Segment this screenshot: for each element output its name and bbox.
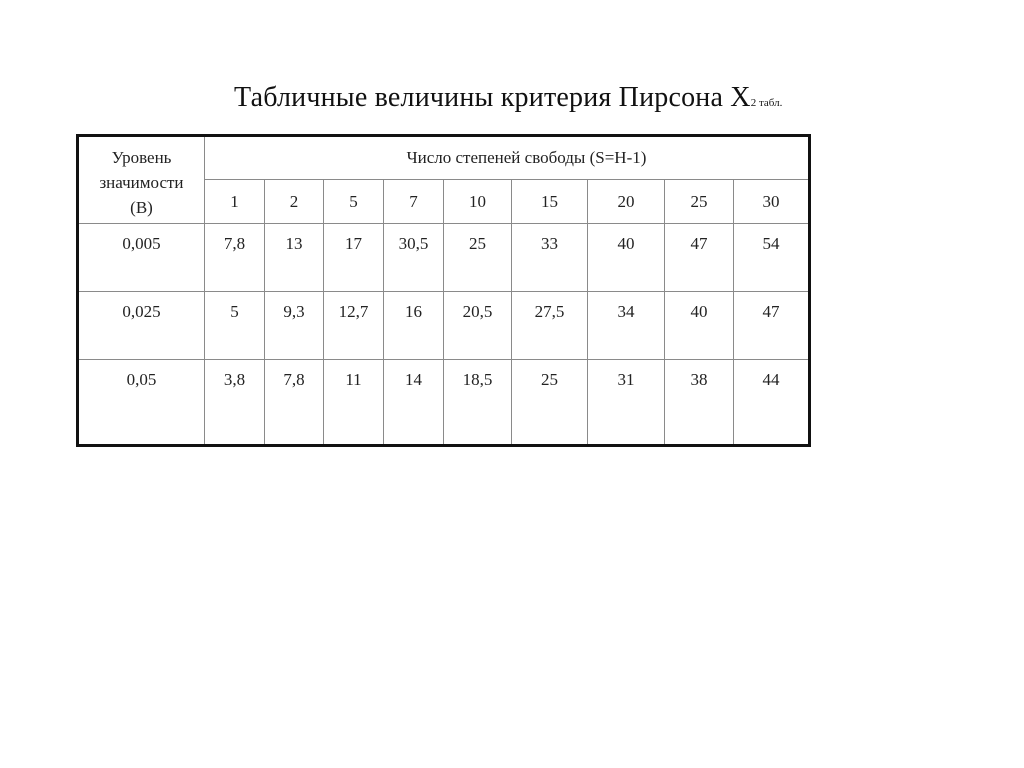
dof-cell: 10 bbox=[444, 180, 512, 224]
document-title bbox=[234, 82, 782, 114]
level-header-line: Уровень bbox=[111, 148, 172, 167]
degrees-of-freedom-header: Число степеней свободы (S=Н-1) bbox=[205, 136, 810, 180]
title-main-text: Табличные величины критерия Пирсона Х bbox=[234, 82, 751, 113]
table-cell: 12,7 bbox=[324, 292, 384, 360]
table-cell: 30,5 bbox=[384, 224, 444, 292]
significance-level-cell: 0,005 bbox=[78, 224, 205, 292]
table-cell: 34 bbox=[588, 292, 665, 360]
table-cell: 31 bbox=[588, 360, 665, 446]
dof-cell: 2 bbox=[265, 180, 324, 224]
table-cell: 9,3 bbox=[265, 292, 324, 360]
table-row bbox=[78, 292, 810, 360]
significance-level-header bbox=[78, 136, 205, 224]
table-cell: 44 bbox=[734, 360, 810, 446]
pearson-table-container bbox=[76, 134, 811, 447]
table-cell: 25 bbox=[512, 360, 588, 446]
table-cell: 47 bbox=[665, 224, 734, 292]
table-cell: 7,8 bbox=[205, 224, 265, 292]
table-cell: 25 bbox=[444, 224, 512, 292]
pearson-critical-values-table bbox=[76, 134, 811, 447]
table-cell: 47 bbox=[734, 292, 810, 360]
table-cell: 3,8 bbox=[205, 360, 265, 446]
dof-cell: 25 bbox=[665, 180, 734, 224]
table-cell: 11 bbox=[324, 360, 384, 446]
dof-cell: 1 bbox=[205, 180, 265, 224]
level-header-line: значимости bbox=[99, 173, 184, 192]
table-cell: 33 bbox=[512, 224, 588, 292]
title-subscript: 2 табл. bbox=[750, 97, 783, 109]
table-row bbox=[78, 224, 810, 292]
table-cell: 40 bbox=[665, 292, 734, 360]
table-cell: 7,8 bbox=[265, 360, 324, 446]
table-cell: 13 bbox=[265, 224, 324, 292]
dof-cell: 30 bbox=[734, 180, 810, 224]
dof-cell: 7 bbox=[384, 180, 444, 224]
level-header-line: (В) bbox=[130, 198, 153, 217]
table-cell: 17 bbox=[324, 224, 384, 292]
table-cell: 54 bbox=[734, 224, 810, 292]
table-cell: 38 bbox=[665, 360, 734, 446]
significance-level-cell: 0,025 bbox=[78, 292, 205, 360]
dof-cell: 15 bbox=[512, 180, 588, 224]
table-cell: 5 bbox=[205, 292, 265, 360]
table-cell: 40 bbox=[588, 224, 665, 292]
dof-cell: 20 bbox=[588, 180, 665, 224]
table-cell: 27,5 bbox=[512, 292, 588, 360]
table-cell: 18,5 bbox=[444, 360, 512, 446]
table-cell: 14 bbox=[384, 360, 444, 446]
table-cell: 16 bbox=[384, 292, 444, 360]
table-cell: 20,5 bbox=[444, 292, 512, 360]
dof-cell: 5 bbox=[324, 180, 384, 224]
significance-level-cell: 0,05 bbox=[78, 360, 205, 446]
table-row bbox=[78, 360, 810, 446]
